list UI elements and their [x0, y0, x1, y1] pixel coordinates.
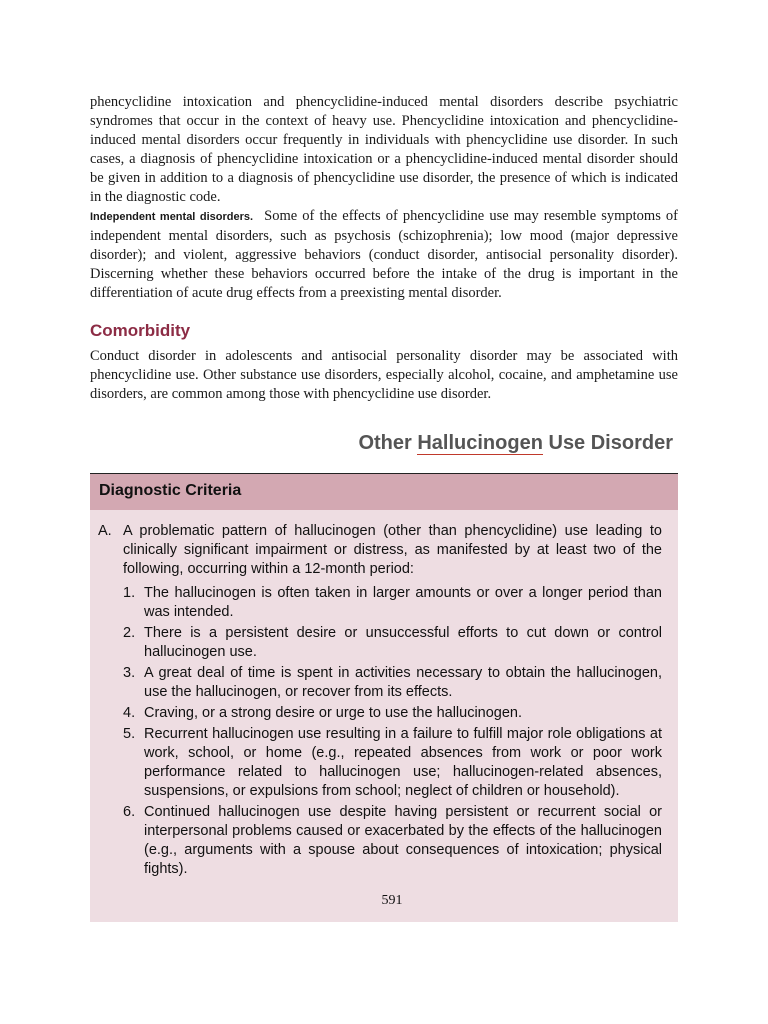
criterion-item-number: 3.	[123, 665, 136, 681]
criterion-a-text: A problematic pattern of hallucinogen (other than phencyclidine) use leading to clinically significant impairment or distress, as manifested by at least two of the following, occurring within a 12-month period:	[123, 523, 662, 577]
section-title	[90, 432, 673, 455]
independent-disorders-paragraph	[90, 207, 678, 303]
criteria-list	[98, 584, 662, 879]
section-title-hallucinogen: Hallucinogen	[417, 432, 543, 454]
criterion-item-text: Recurrent hallucinogen use resulting in a failure to fulfill major role obligations at work, school, or home (e.g., repeated absences from work or poor work performance related to hallucinogen use; hallucinogen-related absences, suspensions, or expulsions from school; neglect of children or household).	[144, 726, 662, 799]
criterion-item-number: 6.	[123, 804, 136, 820]
diagnostic-criteria-box	[90, 473, 678, 922]
criterion-item	[123, 803, 662, 879]
criterion-item	[123, 704, 662, 723]
diagnostic-criteria-body	[90, 510, 678, 922]
criterion-item-text: A great deal of time is spent in activities necessary to obtain the hallucinogen, use the hallucinogen, or recover from its effects.	[144, 665, 662, 700]
criterion-item	[123, 664, 662, 702]
criterion-item	[123, 584, 662, 622]
criterion-item-number: 5.	[123, 726, 136, 742]
diagnostic-criteria-heading: Diagnostic Criteria	[90, 474, 678, 510]
criterion-item-text: Continued hallucinogen use despite having persistent or recurrent social or interpersonal problems caused or exacerbated by the effects of the hallucinogen (e.g., arguments with a spouse about consequences of intoxication; physical fights).	[144, 804, 662, 877]
criterion-item	[123, 624, 662, 662]
criterion-item-number: 2.	[123, 625, 136, 641]
independent-disorders-text: Some of the effects of phencyclidine use may resemble symptoms of independent mental disorders, such as psychosis (schizophrenia); low mood (major depressive disorder); and violent, aggressive behaviors (conduct disorder, antisocial personality disorder). Discerning whether these behaviors occurred before the intake of the drug is important in the differentiation of acute drug effects from a preexisting mental disorder.	[90, 208, 679, 301]
criterion-item-text: Craving, or a strong desire or urge to use the hallucinogen.	[144, 705, 523, 721]
comorbidity-paragraph: Conduct disorder in adolescents and antisocial personality disorder may be associated with phencyclidine use. Other substance use disorders, especially alcohol, cocaine, and amphetamine use disorders, are common among those with phencyclidine use disorder.	[90, 348, 678, 402]
criterion-item	[123, 725, 662, 801]
intro-paragraph: phencyclidine intoxication and phencyclidine-induced mental disorders describe psychiatric syndromes that occur in the context of heavy use. Phencyclidine intoxication and phencyclidine-induced mental disorders occur frequently in individuals with phencyclidine use disorder. In such cases, a diagnosis of phencyclidine intoxication or a phencyclidine-induced mental disorder should be given in addition to a diagnosis of phencyclidine use disorder, the presence of which is indicated in the diagnostic code.	[90, 94, 678, 205]
independent-disorders-heading: Independent mental disorders.	[90, 211, 254, 223]
criterion-item-number: 4.	[123, 705, 136, 721]
page-content	[90, 93, 678, 922]
comorbidity-heading: Comorbidity	[90, 321, 191, 340]
criterion-item-text: There is a persistent desire or unsuccessful efforts to cut down or control hallucinogen use.	[144, 625, 662, 660]
criterion-item-text: The hallucinogen is often taken in larger amounts or over a longer period than was intended.	[144, 585, 662, 620]
criterion-item-number: 1.	[123, 585, 136, 601]
criterion-a-label: A.	[98, 523, 112, 539]
page-number: 591	[381, 893, 403, 908]
section-title-pre: Other	[358, 432, 418, 454]
criterion-a	[98, 522, 662, 579]
section-title-post: Use Disorder	[542, 432, 673, 454]
